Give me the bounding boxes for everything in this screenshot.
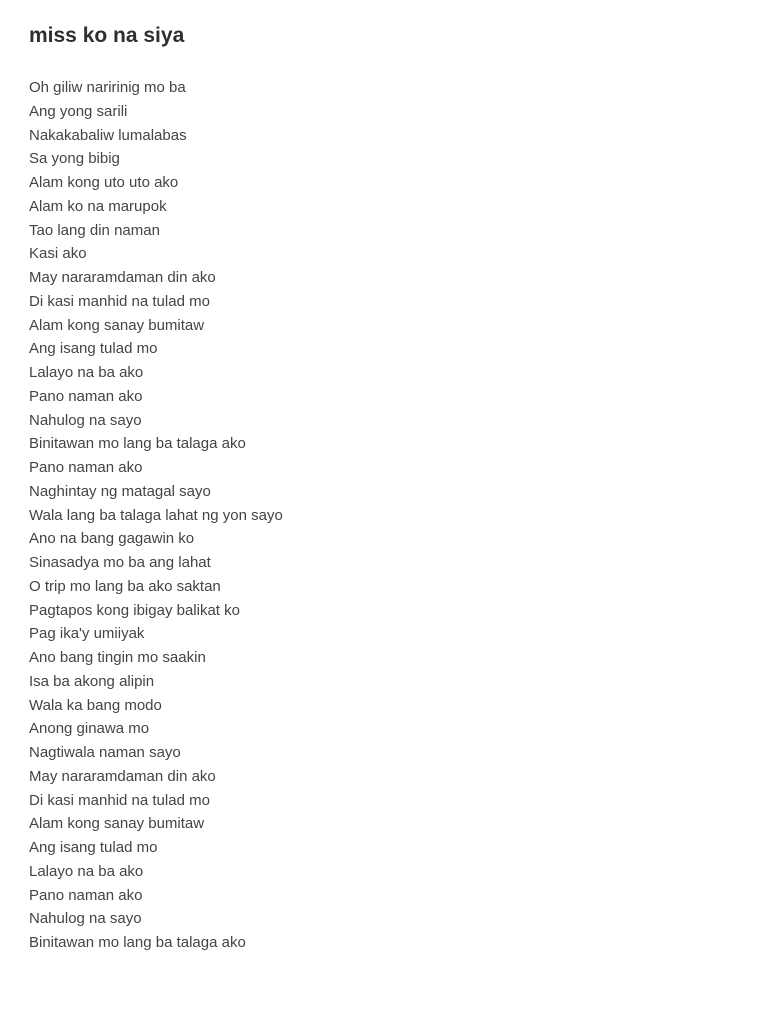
lyric-line: May nararamdaman din ako xyxy=(29,269,216,286)
lyric-line: Naghintay ng matagal sayo xyxy=(29,482,211,500)
lyric-line: Nahulog na sayo xyxy=(29,411,142,429)
lyric-line: Pagtapos kong ibigay balikat ko xyxy=(29,601,240,619)
lyric-line: Tao lang din naman xyxy=(29,221,160,239)
lyric-line: Pano naman ako xyxy=(29,459,143,476)
lyric-line: Pano naman ako xyxy=(29,886,143,904)
lyric-line: Ang yong sarili xyxy=(29,102,128,120)
lyric-line: Wala ka bang modo xyxy=(29,696,162,714)
lyric-line: Isa ba akong alipin xyxy=(29,672,155,690)
lyric-line: Ano na bang gagawin ko xyxy=(29,530,195,548)
lyric-line: Alam kong sanay bumitaw xyxy=(29,815,205,833)
lyrics-list xyxy=(29,76,283,955)
lyric-line: Lalayo na ba ako xyxy=(29,862,144,880)
lyric-line: Alam kong sanay bumitaw xyxy=(29,316,205,334)
lyric-line: Alam kong uto uto ako xyxy=(29,174,179,191)
lyric-line: O trip mo lang ba ako saktan xyxy=(29,577,221,595)
lyric-line: Binitawan mo lang ba talaga ako xyxy=(29,934,246,951)
lyric-line: Sa yong bibig xyxy=(29,150,120,168)
lyric-line: Kasi ako xyxy=(29,245,87,263)
lyric-line: Ang isang tulad mo xyxy=(29,340,158,358)
lyric-line: Nagtiwala naman sayo xyxy=(29,744,181,761)
lyric-line: Oh giliw naririnig mo ba xyxy=(29,79,186,96)
lyric-line: Pag ika'y umiiyak xyxy=(29,625,145,643)
lyric-line: Wala lang ba talaga lahat ng yon sayo xyxy=(29,506,283,524)
page-title: miss ko na siya xyxy=(29,24,185,47)
lyric-line: Lalayo na ba ako xyxy=(29,364,144,381)
lyric-line: Binitawan mo lang ba talaga ako xyxy=(29,435,246,453)
lyric-line: Ano bang tingin mo saakin xyxy=(29,649,206,666)
lyric-line: Ang isang tulad mo xyxy=(29,839,158,856)
lyric-line: Pano naman ako xyxy=(29,387,143,405)
lyric-line: Alam ko na marupok xyxy=(29,197,167,215)
lyric-line: May nararamdaman din ako xyxy=(29,767,216,785)
lyric-line: Di kasi manhid na tulad mo xyxy=(29,791,210,809)
lyric-line: Nahulog na sayo xyxy=(29,910,142,928)
lyric-line: Di kasi manhid na tulad mo xyxy=(29,292,210,310)
lyric-line: Nakakabaliw lumalabas xyxy=(29,126,187,144)
lyric-line: Sinasadya mo ba ang lahat xyxy=(29,554,211,571)
lyric-line: Anong ginawa mo xyxy=(29,720,150,738)
